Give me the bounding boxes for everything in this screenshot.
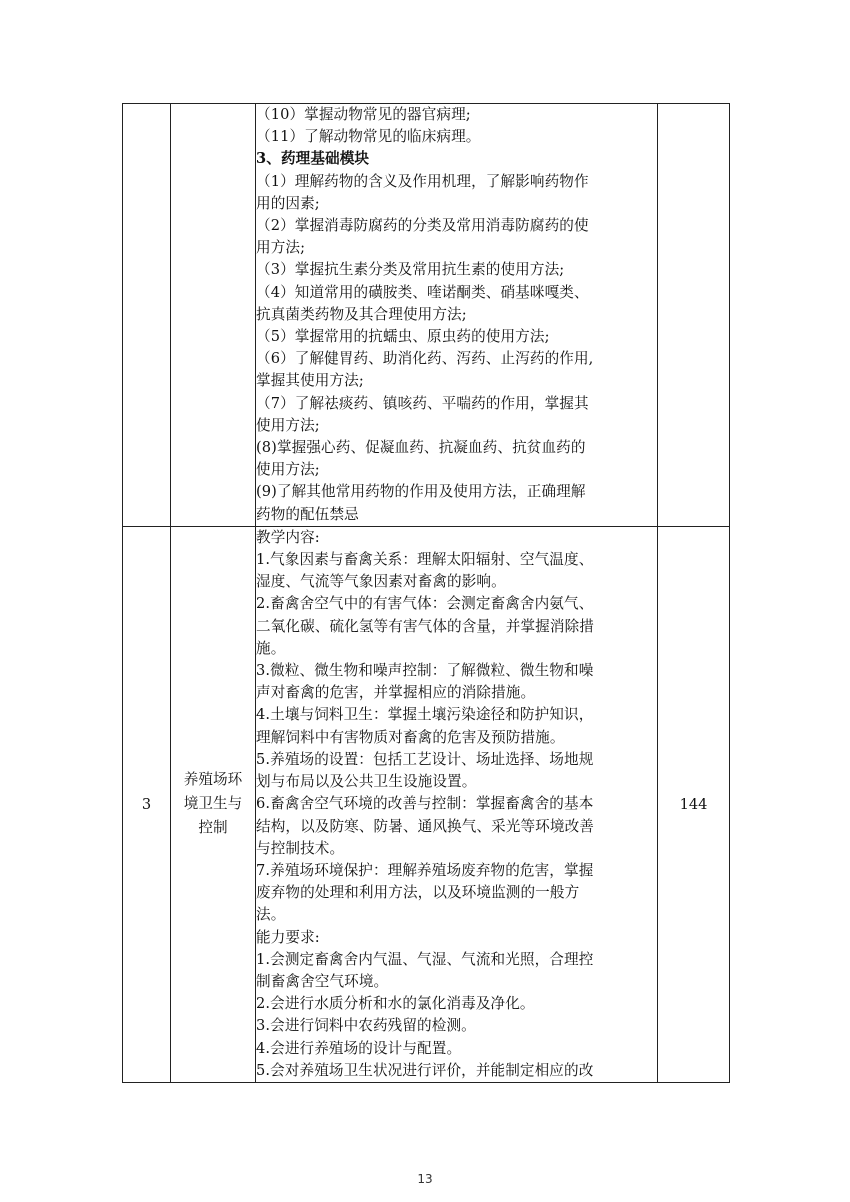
content-line: （5）掌握常用的抗蠕虫、原虫药的使用方法; [256, 328, 550, 346]
content-line: 结构，以及防寒、防暑、通风换气、采光等环境改善 [256, 817, 594, 835]
content-line: 教学内容: [256, 528, 320, 546]
content-line: 1.气象因素与畜禽关系：理解太阳辐射、空气温度、 [256, 551, 594, 569]
content-line: 6.畜禽舍空气环境的改善与控制：掌握畜禽舍的基本 [256, 795, 594, 813]
content-line: （7）了解祛痰药、镇咳药、平喘药的作用，掌握其 [256, 394, 589, 412]
content-line: （4）知道常用的磺胺类、喹诺酮类、硝基咪嘎类、 [256, 283, 589, 301]
course-name-cell [171, 104, 256, 527]
content-line: 5.养殖场的设置：包括工艺设计、场址选择、场地规 [256, 750, 594, 768]
content-line: 药物的配伍禁忌 [256, 505, 359, 523]
content-line: 法。 [256, 906, 286, 924]
content-line: （2）掌握消毒防腐药的分类及常用消毒防腐药的使 [256, 217, 589, 235]
content-line: 3.会进行饲料中农药残留的检测。 [256, 1017, 476, 1035]
sequence-cell: 3 [123, 526, 171, 1082]
content-line: 4.土壤与饲料卫生：掌握土壤污染途径和防护知识， [256, 706, 594, 724]
content-line: (9)了解其他常用药物的作用及使用方法，正确理解 [256, 483, 586, 501]
content-line: 用的因素; [256, 194, 320, 212]
content-line: 4.会进行养殖场的设计与配置。 [256, 1039, 462, 1057]
module-heading: 3、药理基础模块 [256, 150, 370, 168]
course-name-line: 境卫生与 [183, 795, 243, 813]
content-line: 湿度、气流等气象因素对畜禽的影响。 [256, 573, 506, 591]
course-name-cell [171, 526, 256, 1082]
content-line: 掌握其使用方法; [256, 372, 364, 390]
hours-cell [658, 104, 730, 527]
content-line: 废弃物的处理和利用方法，以及环境监测的一般方 [256, 884, 580, 902]
content-line: 7.养殖场环境保护：理解养殖场废弃物的危害，掌握 [256, 861, 594, 879]
content-line: 1.会测定畜禽舍内气温、气湿、气流和光照，合理控 [256, 950, 594, 968]
content-line: （6）了解健胃药、助消化药、泻药、止泻药的作用, [256, 350, 594, 368]
content-line: 理解饲料中有害物质对畜禽的危害及预防措施。 [256, 728, 565, 746]
content-line: 2.畜禽舍空气中的有害气体：会测定畜禽舍内氨气、 [256, 595, 594, 613]
content-line: （3）掌握抗生素分类及常用抗生素的使用方法; [256, 261, 565, 279]
content-line: 二氧化碳、硫化氢等有害气体的含量，并掌握消除措 [256, 617, 594, 635]
content-line: (8)掌握强心药、促凝血药、抗凝血药、抗贫血药的 [256, 439, 586, 457]
sequence-cell [123, 104, 171, 527]
content-line: 与控制技术。 [256, 839, 345, 857]
content-line: （10）掌握动物常见的器官病理; [256, 106, 471, 123]
course-name-line: 养殖场环 [183, 771, 243, 789]
curriculum-table [122, 103, 730, 1083]
table-row [123, 104, 730, 527]
table-row [123, 526, 730, 1082]
content-line: （11）了解动物常见的临床病理。 [256, 128, 481, 146]
content-line: 5.会对养殖场卫生状况进行评价，并能制定相应的改 [256, 1061, 594, 1079]
content-line: （1）理解药物的含义及作用机理，了解影响药物作 [256, 172, 589, 190]
course-content-cell [256, 526, 658, 1082]
content-line: 使用方法; [256, 416, 320, 434]
content-line: 抗真菌类药物及其合理使用方法; [256, 305, 467, 323]
content-line: 施。 [256, 639, 286, 657]
page-number: 13 [417, 1172, 433, 1186]
course-content-cell [256, 104, 658, 527]
content-line: 声对畜禽的危害，并掌握相应的消除措施。 [256, 684, 536, 702]
content-line: 划与布局以及公共卫生设施设置。 [256, 773, 477, 791]
content-line: 3.微粒、微生物和噪声控制：了解微粒、微生物和噪 [256, 662, 594, 680]
content-line: 制畜禽舍空气环境。 [256, 972, 389, 990]
content-line: 用方法; [256, 239, 306, 257]
table-body [123, 104, 730, 1083]
hours-cell: 144 [658, 526, 730, 1082]
course-name-line: 控制 [198, 819, 228, 837]
content-line: 2.会进行水质分析和水的氯化消毒及净化。 [256, 995, 535, 1013]
content-line: 能力要求: [256, 928, 320, 946]
content-line: 使用方法; [256, 461, 320, 479]
